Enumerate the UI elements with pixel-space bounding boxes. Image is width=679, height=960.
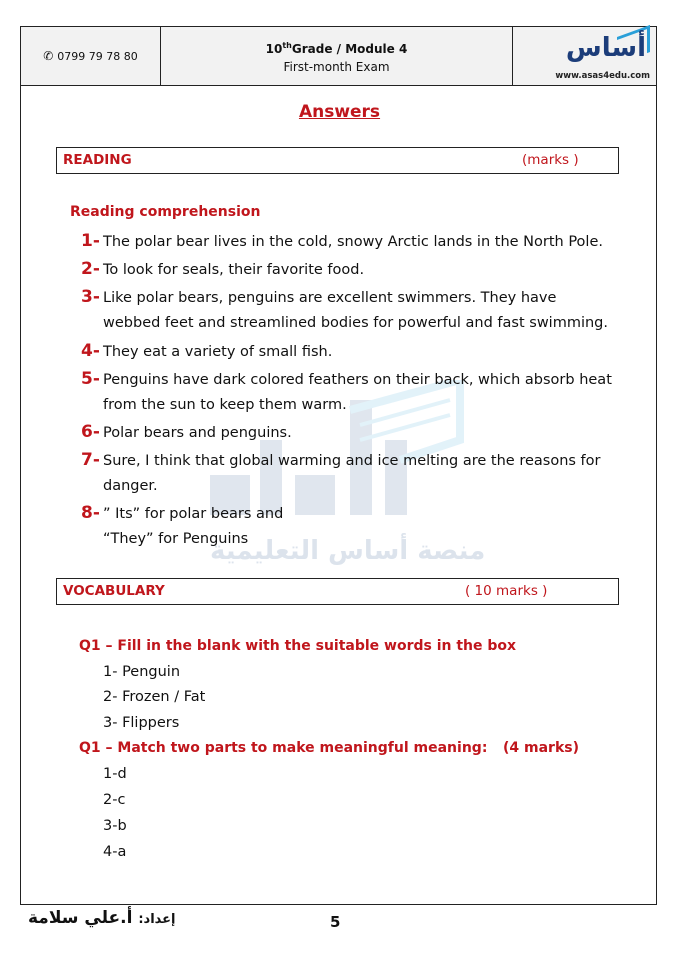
answer-3: [81, 284, 641, 311]
vocab-q2-item: 1-d: [103, 766, 127, 782]
brand-logo: [513, 27, 656, 85]
answer-8: [81, 500, 641, 527]
answer-number: 4-: [81, 341, 100, 361]
vocab-q1-title: Q1 – Fill in the blank with the suitable words in the box: [79, 638, 517, 654]
answer-number: 7-: [81, 450, 100, 470]
reading-section-header: [56, 147, 619, 174]
vocab-q2-item: 3-b: [103, 818, 127, 834]
answer-text: Sure, I think that global warming and ice melting are the reasons for: [103, 453, 601, 469]
vocab-q1-item: 3- Flippers: [103, 715, 180, 731]
vocab-q2-item: 2-c: [103, 792, 126, 808]
author-name: أ.علي سلامة: [28, 908, 133, 928]
answer-text: ” Its” for polar bears and: [103, 506, 284, 522]
grade-number: 10: [265, 41, 283, 56]
exam-name: First-month Exam: [283, 59, 390, 74]
page-header: [20, 26, 657, 86]
vocabulary-label: VOCABULARY: [63, 583, 165, 599]
answer-5-cont: from the sun to keep them warm.: [103, 397, 347, 413]
answer-2: [81, 256, 641, 283]
vocabulary-marks: ( 10 marks ): [465, 583, 548, 599]
reading-label: READING: [63, 152, 132, 168]
footer-author: [28, 908, 176, 928]
answer-4: [81, 338, 641, 365]
reading-marks: (marks ): [522, 152, 579, 168]
header-center: [161, 27, 513, 85]
answer-text: They eat a variety of small fish.: [103, 344, 333, 360]
grade-module: [266, 37, 408, 58]
vocab-q1-item: 1- Penguin: [103, 664, 181, 680]
author-prefix: إعداد:: [138, 912, 176, 927]
answer-number: 5-: [81, 369, 100, 389]
answer-number: 3-: [81, 287, 100, 307]
answer-text: To look for seals, their favorite food.: [103, 262, 365, 278]
logo-url: www.asas4edu.com: [555, 71, 650, 81]
answer-text: The polar bear lives in the cold, snowy Arctic lands in the North Pole.: [103, 234, 603, 250]
answer-3-cont: webbed feet and streamlined bodies for powerful and fast swimming.: [103, 315, 608, 331]
answer-text: Polar bears and penguins.: [103, 425, 292, 441]
reading-subhead: Reading comprehension: [70, 204, 261, 220]
answer-number: 6-: [81, 422, 100, 442]
vocabulary-section-header: [56, 578, 619, 605]
answer-8-cont: “They” for Penguins: [103, 531, 249, 547]
phone-number: 0799 79 78 80: [57, 49, 138, 63]
page-number: 5: [330, 913, 341, 931]
grade-suffix: th: [282, 40, 292, 50]
header-phone: [21, 27, 161, 85]
grade-rest: Grade / Module 4: [291, 41, 408, 56]
answer-text: Penguins have dark colored feathers on their back, which absorb heat: [103, 372, 612, 388]
vocab-q2-item: 4-a: [103, 844, 127, 860]
answer-1: [81, 228, 641, 255]
answer-number: 1-: [81, 231, 100, 251]
phone-icon: ✆: [43, 49, 54, 63]
page-title: Answers: [298, 102, 381, 122]
answer-7-cont: danger.: [103, 478, 158, 494]
answer-number: 2-: [81, 259, 100, 279]
answer-number: 8-: [81, 503, 100, 523]
vocab-q1-item: 2- Frozen / Fat: [103, 689, 206, 705]
logo-text: أساس: [565, 33, 646, 63]
vocab-q2-marks: (4 marks): [503, 740, 579, 756]
watermark-text: منصة أساس التعليمية: [210, 536, 486, 566]
answer-text: Like polar bears, penguins are excellent swimmers. They have: [103, 290, 557, 306]
answer-7: [81, 447, 641, 474]
vocab-q2-title: Q1 – Match two parts to make meaningful meaning:: [79, 740, 488, 756]
answer-6: [81, 419, 641, 446]
answer-5: [81, 366, 641, 393]
